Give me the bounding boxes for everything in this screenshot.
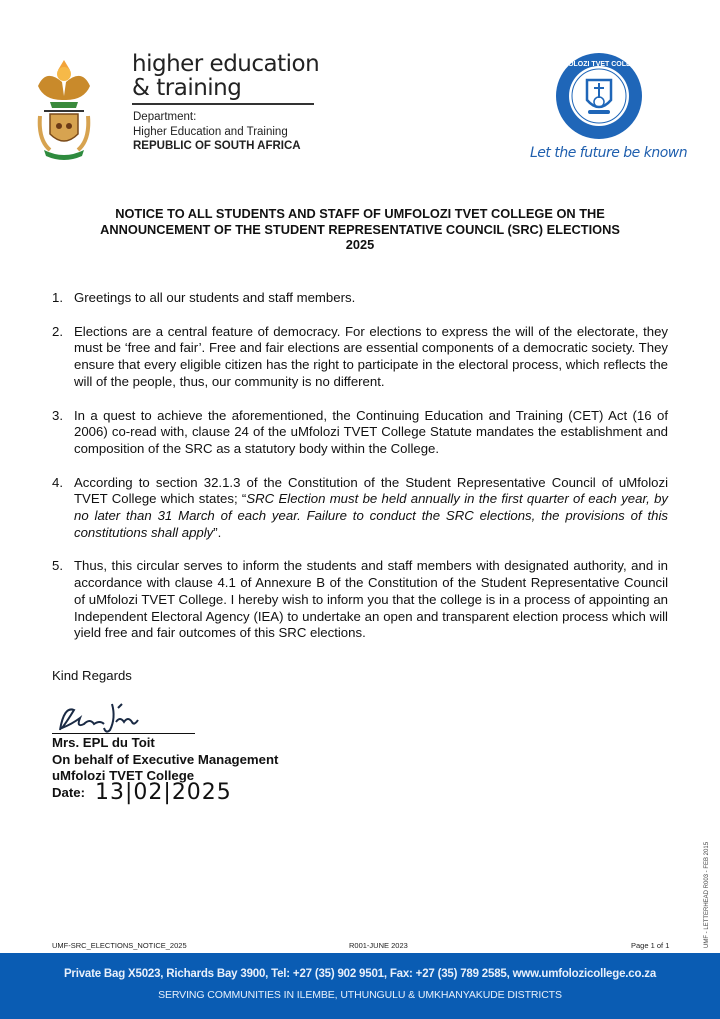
signer-role: On behalf of Executive Management [52, 751, 279, 767]
item-text: Elections are a central feature of democracy. For elections to express the will of the electorate, they must be ‘free and fair’. Free and fair elections are essential components of a democratic society. They ensure that every eligible citizen has the right to participate in the electoral process, which reflects the will of the people, thus, our community is no different. [74, 323, 668, 389]
item-number: 1. [52, 290, 63, 305]
signature-line [52, 733, 195, 734]
date-label: Date: [52, 784, 85, 800]
signer-name: Mrs. EPL du Toit [52, 735, 155, 750]
document-id: UMF-SRC_ELECTIONS_NOTICE_2025 [52, 941, 187, 950]
item-text: Thus, this circular serves to inform the students and staff members with designated authority, and in accordance with clause 4.1 of Annexure B of the Constitution of the Student Representative Council of uMfolozi TVET College. I hereby wish to inform you that the college is in a process of appointing an Independent Electoral Agency (IEA) to undertake an open and transparent election process which will yield free and fair outcomes of this SRC elections. [74, 558, 668, 641]
item-text-plain: According to section 32.1.3 of the Constitution of the Student Representative Council of uMfolozi TVET College which states; “ [74, 474, 668, 507]
notice-title [52, 206, 668, 253]
signature-icon [54, 700, 144, 736]
list-item [52, 324, 668, 391]
item-text: In a quest to achieve the aforementioned, the Continuing Education and Training (CET) Act (16 of 2006) co-read with, clause 24 of the uMfolozi TVET College Statute mandates the establishment and composition of the SRC as a statutory body within the College. [74, 407, 668, 456]
title-line-1: NOTICE TO ALL STUDENTS AND STAFF OF UMFOLOZI TVET COLLEGE ON THE [115, 206, 605, 221]
signer-org: uMfolozi TVET College [52, 768, 195, 783]
item-text: Greetings to all our students and staff members. [74, 290, 356, 305]
coat-of-arms-icon [36, 56, 92, 162]
brand-line-2: & training [132, 75, 242, 101]
service-districts: SERVING COMMUNITIES IN ILEMBE, UTHUNGULU & UMKHANYAKUDE DISTRICTS [158, 989, 562, 1001]
item-number: 3. [52, 407, 63, 423]
closing-text: Kind Regards [52, 668, 132, 683]
constitution-quote: SRC Election must be held annually in the first quarter of each year, by no later than 31 March of each year. Failure to conduct the SRC elections, the provisions of this constitutions shall apply [74, 491, 669, 540]
item-number: 5. [52, 558, 63, 574]
list-item [52, 558, 668, 642]
notice-body [52, 290, 668, 659]
page-number: Page 1 of 1 [631, 941, 670, 950]
title-line-2: ANNOUNCEMENT OF THE STUDENT REPRESENTATIVE COUNCIL (SRC) ELECTIONS [100, 221, 620, 237]
list-item [52, 290, 668, 307]
list-item [52, 475, 668, 542]
department-brand [132, 52, 319, 100]
college-logo-text: UMFOLOZI TVET COLLEGE [555, 61, 643, 68]
brand-divider [132, 103, 314, 105]
item-text [74, 475, 668, 542]
country-name: REPUBLIC OF SOUTH AFRICA [133, 140, 301, 152]
handwritten-date: 13|02|2025 [95, 780, 232, 805]
department-details [133, 110, 301, 154]
college-logo-icon [555, 52, 643, 140]
letterhead-code: UMF - LETTERHEAD R003 - FEB 2015 [704, 841, 710, 948]
department-name: Higher Education and Training [133, 125, 288, 138]
contact-address: Private Bag X5023, Richards Bay 3900, Tel: +27 (35) 902 9501, Fax: +27 (35) 789 2585, www.umfolozicollege.co.za [63, 968, 657, 980]
item-number: 2. [52, 323, 63, 339]
item-text-end: ”. [213, 524, 222, 540]
brand-line-1: higher education [132, 51, 320, 77]
footer-band [0, 953, 720, 1019]
college-tagline: Let the future be known [530, 145, 688, 161]
list-item [52, 408, 668, 458]
revision-code: R001-JUNE 2023 [349, 941, 408, 950]
item-number: 4. [52, 474, 63, 490]
title-line-3: 2025 [345, 237, 375, 252]
department-label: Department: [133, 111, 197, 123]
